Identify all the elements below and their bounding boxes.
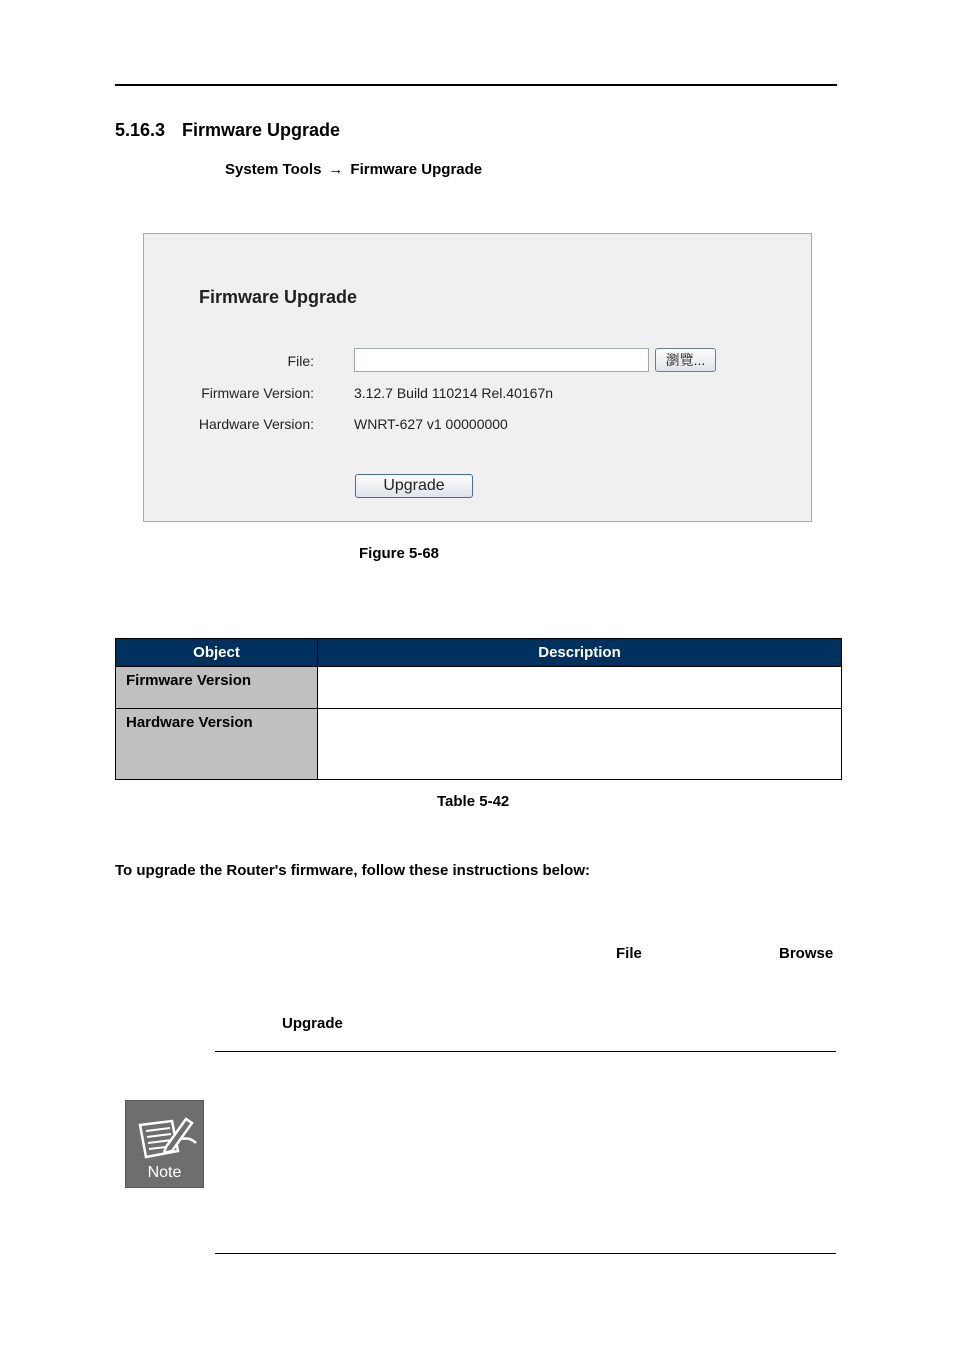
panel-heading: Firmware Upgrade: [199, 287, 358, 307]
row-description: [318, 709, 842, 780]
navigation-path: [225, 161, 482, 178]
figure-caption: Figure 5-68: [359, 545, 440, 562]
nav-parent: System Tools: [225, 161, 322, 178]
upgrade-button[interactable]: Upgrade: [355, 474, 473, 498]
instructions-title: To upgrade the Router's firmware, follow these instructions below:: [115, 862, 591, 879]
table-caption: Table 5-42: [437, 793, 510, 810]
table-row: [116, 667, 842, 709]
file-label: File:: [287, 353, 314, 369]
file-input[interactable]: [354, 348, 649, 372]
section-heading: [115, 120, 340, 141]
hardware-version-value: WNRT-627 v1 00000000: [354, 416, 508, 432]
nav-child: Firmware Upgrade: [350, 161, 483, 178]
table-row: [116, 709, 842, 780]
section-number: 5.16.3: [115, 120, 166, 140]
browse-button[interactable]: 瀏覽...: [655, 348, 716, 372]
firmware-version-label: Firmware Version:: [201, 385, 314, 401]
note-icon: [125, 1100, 204, 1188]
header-description: Description: [318, 639, 842, 667]
table-header-row: [116, 639, 842, 667]
row-object: Firmware Version: [116, 667, 318, 709]
firmware-version-value: 3.12.7 Build 110214 Rel.40167n: [354, 385, 554, 401]
row-object: Hardware Version: [116, 709, 318, 780]
header-object: Object: [116, 639, 318, 667]
nav-arrow: →: [328, 161, 344, 178]
keyword-upgrade: Upgrade: [282, 1015, 343, 1032]
hardware-version-label: Hardware Version:: [198, 416, 314, 432]
note-label: Note: [147, 1164, 182, 1181]
keyword-file: File: [616, 945, 642, 962]
keyword-browse: Browse: [779, 945, 834, 962]
note-top-rule: [215, 1051, 836, 1052]
row-description: [318, 667, 842, 709]
object-description-table: [115, 638, 842, 780]
note-bottom-rule: [215, 1253, 836, 1254]
firmware-upgrade-panel: [143, 233, 812, 522]
top-rule: [115, 84, 837, 86]
notepad-pencil-icon: [126, 1107, 205, 1169]
section-title: Firmware Upgrade: [182, 120, 341, 140]
